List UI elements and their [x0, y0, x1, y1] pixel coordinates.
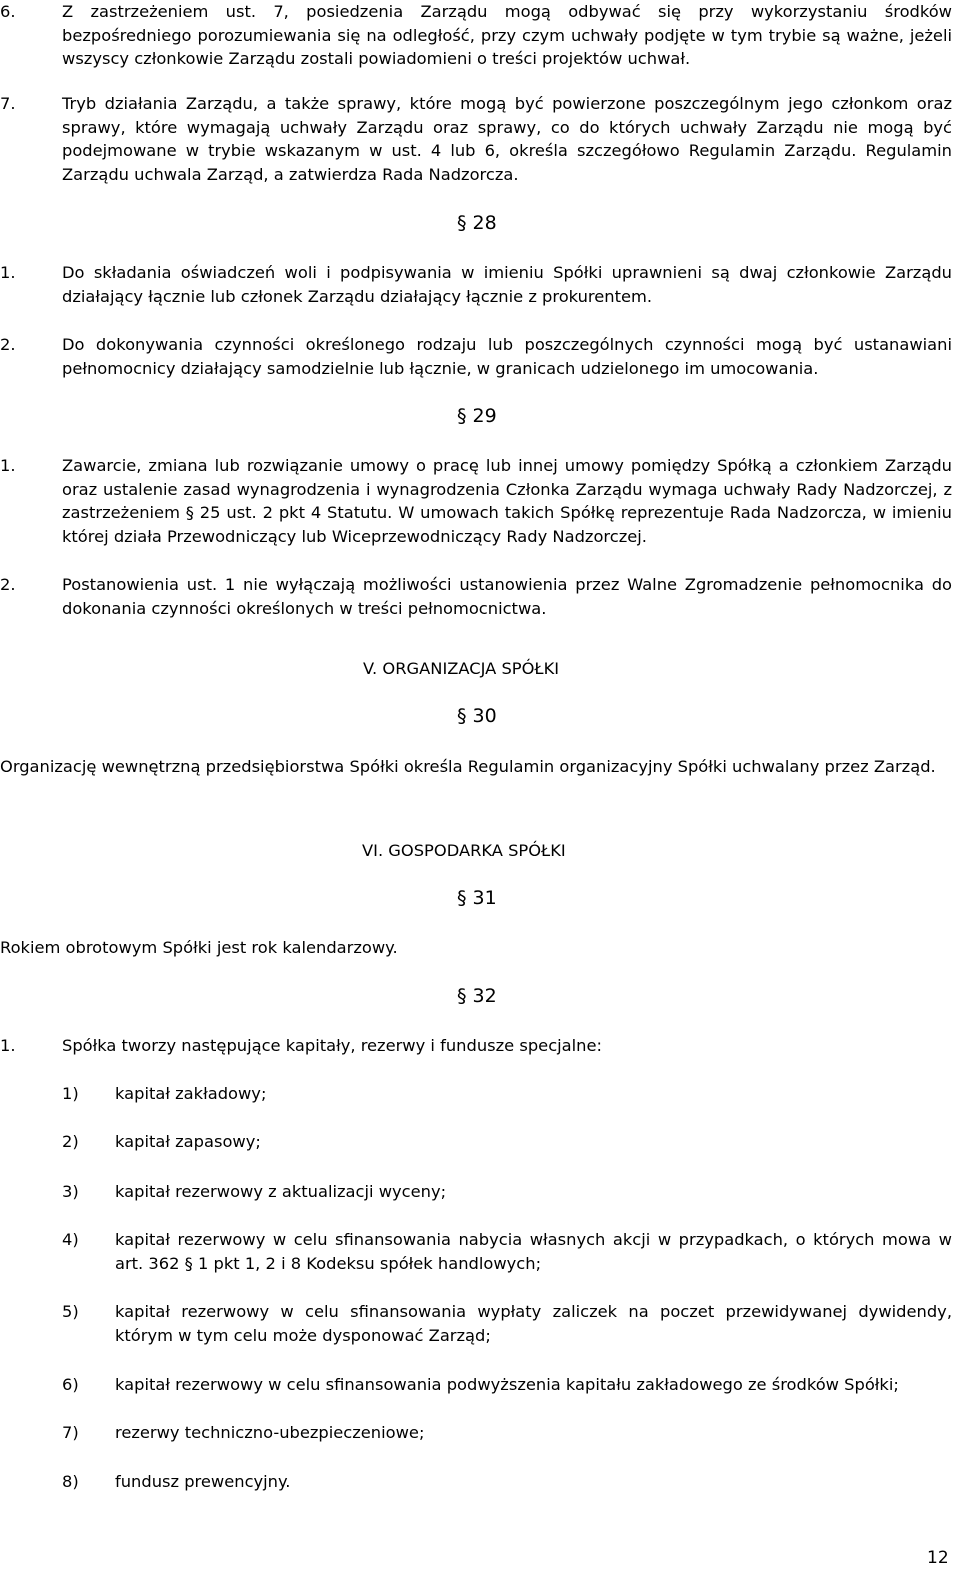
chapter-heading-vi: VI. GOSPODARKA SPÓŁKI	[362, 841, 566, 860]
paragraph-7	[0, 92, 952, 186]
paragraph-6	[0, 0, 952, 71]
list-number: 2)	[62, 1132, 79, 1151]
capital-list-item	[62, 1228, 952, 1275]
list-number: 6)	[62, 1375, 79, 1394]
item-text: Zawarcie, zmiana lub rozwiązanie umowy o pracę lub innej umowy pomiędzy Spółką a członkiem Zarządu oraz ustalenie zasad wynagrodzenia i wynagrodzenia Członka Zarządu wymaga uchwały Rady Nadzorczej, z zastrzeżeniem § 25 ust. 2 pkt 4 Statutu. W umowach takich Spółkę reprezentuje Rada Nadzorcza, w imieniu której działa Przewodniczący lub Wiceprzewodniczący Rady Nadzorczej.	[62, 456, 952, 546]
chapter-heading-v: V. ORGANIZACJA SPÓŁKI	[363, 659, 560, 678]
capital-list-item	[62, 1470, 952, 1494]
item-text: Do składania oświadczeń woli i podpisywania w imieniu Spółki uprawnieni są dwaj członkowie Zarządu działający łącznie lub członek Zarządu działający łącznie z prokurentem.	[62, 263, 952, 306]
list-text: kapitał rezerwowy z aktualizacji wyceny;	[115, 1182, 447, 1201]
paragraph-text: Z zastrzeżeniem ust. 7, posiedzenia Zarządu mogą odbywać się przy wykorzystaniu środków bezpośredniego porozumiewania się na odległość, przy czym uchwały podjęte w tym trybie są ważne, jeżeli wszyscy członkowie Zarządu zostali powiadomieni o treści projektów uchwał.	[62, 2, 952, 68]
section-heading-28: § 28	[457, 212, 497, 234]
list-text: kapitał rezerwowy w celu sfinansowania wypłaty zaliczek na poczet przewidywanej dywidendy, którym w tym celu może dysponować Zarząd;	[115, 1302, 952, 1345]
item-number: 2.	[0, 335, 16, 354]
item-number: 1.	[0, 456, 16, 475]
item-number: 1.	[0, 1036, 16, 1055]
item-text: Do dokonywania czynności określonego rodzaju lub poszczególnych czynności mogą być ustanawiani pełnomocnicy działający samodzielnie lub łącznie, w granicach udzielonego im umocowania.	[62, 335, 952, 378]
section-heading-32: § 32	[457, 985, 497, 1007]
list-text: fundusz prewencyjny.	[115, 1472, 291, 1491]
list-number: 4)	[62, 1230, 79, 1249]
section-heading-31: § 31	[457, 887, 497, 909]
page-number: 12	[927, 1548, 949, 1568]
list-text: kapitał rezerwowy w celu sfinansowania podwyższenia kapitału zakładowego ze środków Spółki;	[115, 1375, 899, 1394]
section-30-text: Organizację wewnętrzną przedsiębiorstwa Spółki określa Regulamin organizacyjny Spółki uchwalany przez Zarząd.	[0, 757, 936, 776]
capital-list-item	[62, 1373, 952, 1397]
capital-list-item	[62, 1082, 952, 1106]
item-text: Spółka tworzy następujące kapitały, rezerwy i fundusze specjalne:	[62, 1036, 602, 1055]
capital-list-item	[62, 1180, 952, 1204]
capital-list-item	[62, 1130, 952, 1154]
paragraph-number: 6.	[0, 2, 16, 21]
capital-list-item	[62, 1421, 952, 1445]
list-text: rezerwy techniczno-ubezpieczeniowe;	[115, 1423, 425, 1442]
list-text: kapitał rezerwowy w celu sfinansowania nabycia własnych akcji w przypadkach, o których mowa w art. 362 § 1 pkt 1, 2 i 8 Kodeksu spółek handlowych;	[115, 1230, 952, 1273]
list-text: kapitał zakładowy;	[115, 1084, 267, 1103]
section-heading-30: § 30	[457, 705, 497, 727]
item-number: 1.	[0, 263, 16, 282]
list-number: 1)	[62, 1084, 79, 1103]
paragraph-text: Tryb działania Zarządu, a także sprawy, które mogą być powierzone poszczególnym jego członkom oraz sprawy, które wymagają uchwały Zarządu oraz sprawy, co do których uchwały Zarządu nie mogą być podejmowane w trybie wskazanym w ust. 4 lub 6, określa szczegółowo Regulamin Zarządu. Regulamin Zarządu uchwala Zarząd, a zatwierdza Rada Nadzorcza.	[62, 94, 952, 184]
section-28-item-2	[0, 333, 952, 380]
list-number: 5)	[62, 1302, 79, 1321]
section-28-item-1	[0, 261, 952, 308]
item-number: 2.	[0, 575, 16, 594]
item-text: Postanowienia ust. 1 nie wyłączają możliwości ustanowienia przez Walne Zgromadzenie pełnomocnika do dokonania czynności określonych w treści pełnomocnictwa.	[62, 575, 952, 618]
list-number: 3)	[62, 1182, 79, 1201]
list-number: 8)	[62, 1472, 79, 1491]
section-heading-29: § 29	[457, 405, 497, 427]
section-31-text: Rokiem obrotowym Spółki jest rok kalendarzowy.	[0, 938, 398, 957]
section-32-item-1	[0, 1034, 952, 1058]
section-29-item-2	[0, 573, 952, 620]
section-29-item-1	[0, 454, 952, 548]
paragraph-number: 7.	[0, 94, 16, 113]
list-number: 7)	[62, 1423, 79, 1442]
capital-list-item	[62, 1300, 952, 1347]
list-text: kapitał zapasowy;	[115, 1132, 261, 1151]
